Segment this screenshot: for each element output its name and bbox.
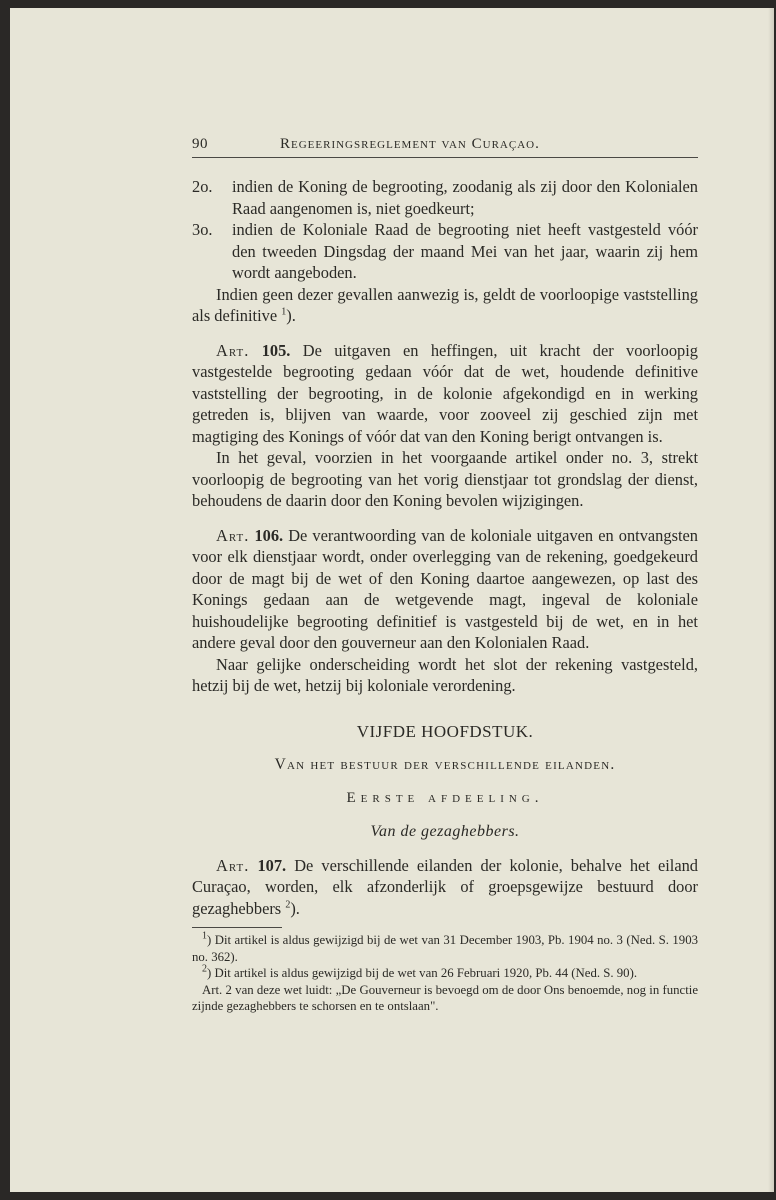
footnote-mark: 2	[202, 963, 207, 975]
chapter-heading: VIJFDE HOOFDSTUK.	[356, 721, 534, 741]
book-page	[10, 8, 774, 1192]
running-header	[192, 136, 698, 158]
paragraph: Naar gelijke onderscheiding wordt het slot der rekening vastgesteld, hetzij bij de wet, hetzij bij koloniale verordening.	[192, 654, 698, 695]
article-105	[192, 340, 698, 448]
article-text: De uitgaven en heffingen, uit kracht der voorloopig vastgestelde begrooting gedaan vóór dat de wet, houdende definitive vaststelling der begrooting, in de kolonie afgekondigd en in werking getreden is, blijven van waarde, voor zooveel zij geschied zijn met magtiging des Konings of vóór dat van den Koning berigt ontvangen is.	[192, 340, 698, 446]
paragraph: In het geval, voorzien in het voorgaande artikel onder no. 3, strekt voorloopig de begrooting van het vorig dienstjaar tot grondslag der dienst, behoudens de daarin door den Koning bevolen wijzigingen.	[192, 448, 698, 510]
footnote	[192, 965, 698, 982]
article-number: 105.	[261, 340, 291, 360]
article-text: De verantwoording van de koloniale uitgaven en ontvangsten voor elk dienstjaar wordt, onder overlegging van de rekening, goedgekeurd door de magt bij de wet of den Koning daartoe aangewezen, op last des Konings gedaan aan de wetgevende magt, ingeval de koloniale huishoudelijke begrooting definitief is vastgesteld bij de wet, en in het andere geval door den gouverneur aan den Kolonialen Raad.	[192, 525, 698, 652]
paragraph	[192, 284, 698, 327]
article-number: 106.	[254, 525, 284, 545]
paragraph-text: Indien geen dezer gevallen aanwezig is, geldt de voorloopige vaststelling als definitive	[192, 284, 698, 325]
part-heading: Eerste afdeeling.	[346, 789, 544, 806]
section-heading: Van het bestuur der verschillende eilanden.	[274, 756, 616, 773]
article-107	[192, 855, 698, 920]
article-number: 107.	[257, 855, 287, 875]
footnote-extra: Art. 2 van deze wet luidt: „De Gouverneur is bevoegd om de door Ons benoemde, nog in functie zijnde gezaghebbers te schorsen en te ontslaan".	[192, 982, 698, 1013]
footnote-text: ) Dit artikel is aldus gewijzigd bij de wet van 26 Februari 1920, Pb. 44 (Ned. S. 90).	[207, 966, 638, 980]
page-number: 90	[192, 136, 208, 152]
article-106	[192, 525, 698, 654]
enum-text: indien de Koloniale Raad de begrooting niet heeft vastgesteld vóór den tweeden Dingsdag der maand Mei van het jaar, waarin zij hem wordt aangeboden.	[232, 220, 698, 282]
footnote-divider	[192, 927, 282, 928]
running-title: Regeeringsreglement van Curaçao.	[280, 136, 540, 152]
enum-item	[192, 219, 698, 284]
article-label: Art.	[216, 855, 250, 875]
main-text	[192, 176, 698, 919]
page-content	[192, 136, 698, 1015]
enum-item	[192, 176, 698, 219]
footnote-ref[interactable]: 1	[281, 306, 287, 318]
subsection-heading: Van de gezaghebbers.	[370, 823, 520, 840]
footnote	[192, 932, 698, 965]
article-label: Art.	[216, 525, 250, 545]
footnote-text: ) Dit artikel is aldus gewijzigd bij de wet van 31 December 1903, Pb. 1904 no. 3 (Ned. S. 1903 no. 362).	[192, 933, 698, 964]
article-suffix: ).	[290, 898, 300, 918]
footnote-mark: 1	[202, 930, 207, 942]
page-edge-shadow	[768, 8, 774, 1192]
enum-number: 3o.	[192, 220, 213, 239]
paragraph-suffix: ).	[286, 306, 296, 325]
footnotes	[192, 932, 698, 1015]
article-text: De verschillende eilanden der kolonie, behalve het eiland Curaçao, worden, elk afzonderlijk of groepsgewijze bestuurd door gezaghebbers	[192, 855, 699, 918]
enum-text: indien de Koning de begrooting, zoodanig als zij door den Kolonialen Raad aangenomen is, niet goedkeurt;	[232, 177, 698, 218]
enum-number: 2o.	[192, 177, 213, 196]
article-label: Art.	[216, 340, 250, 360]
footnote-ref[interactable]: 2	[285, 899, 291, 911]
